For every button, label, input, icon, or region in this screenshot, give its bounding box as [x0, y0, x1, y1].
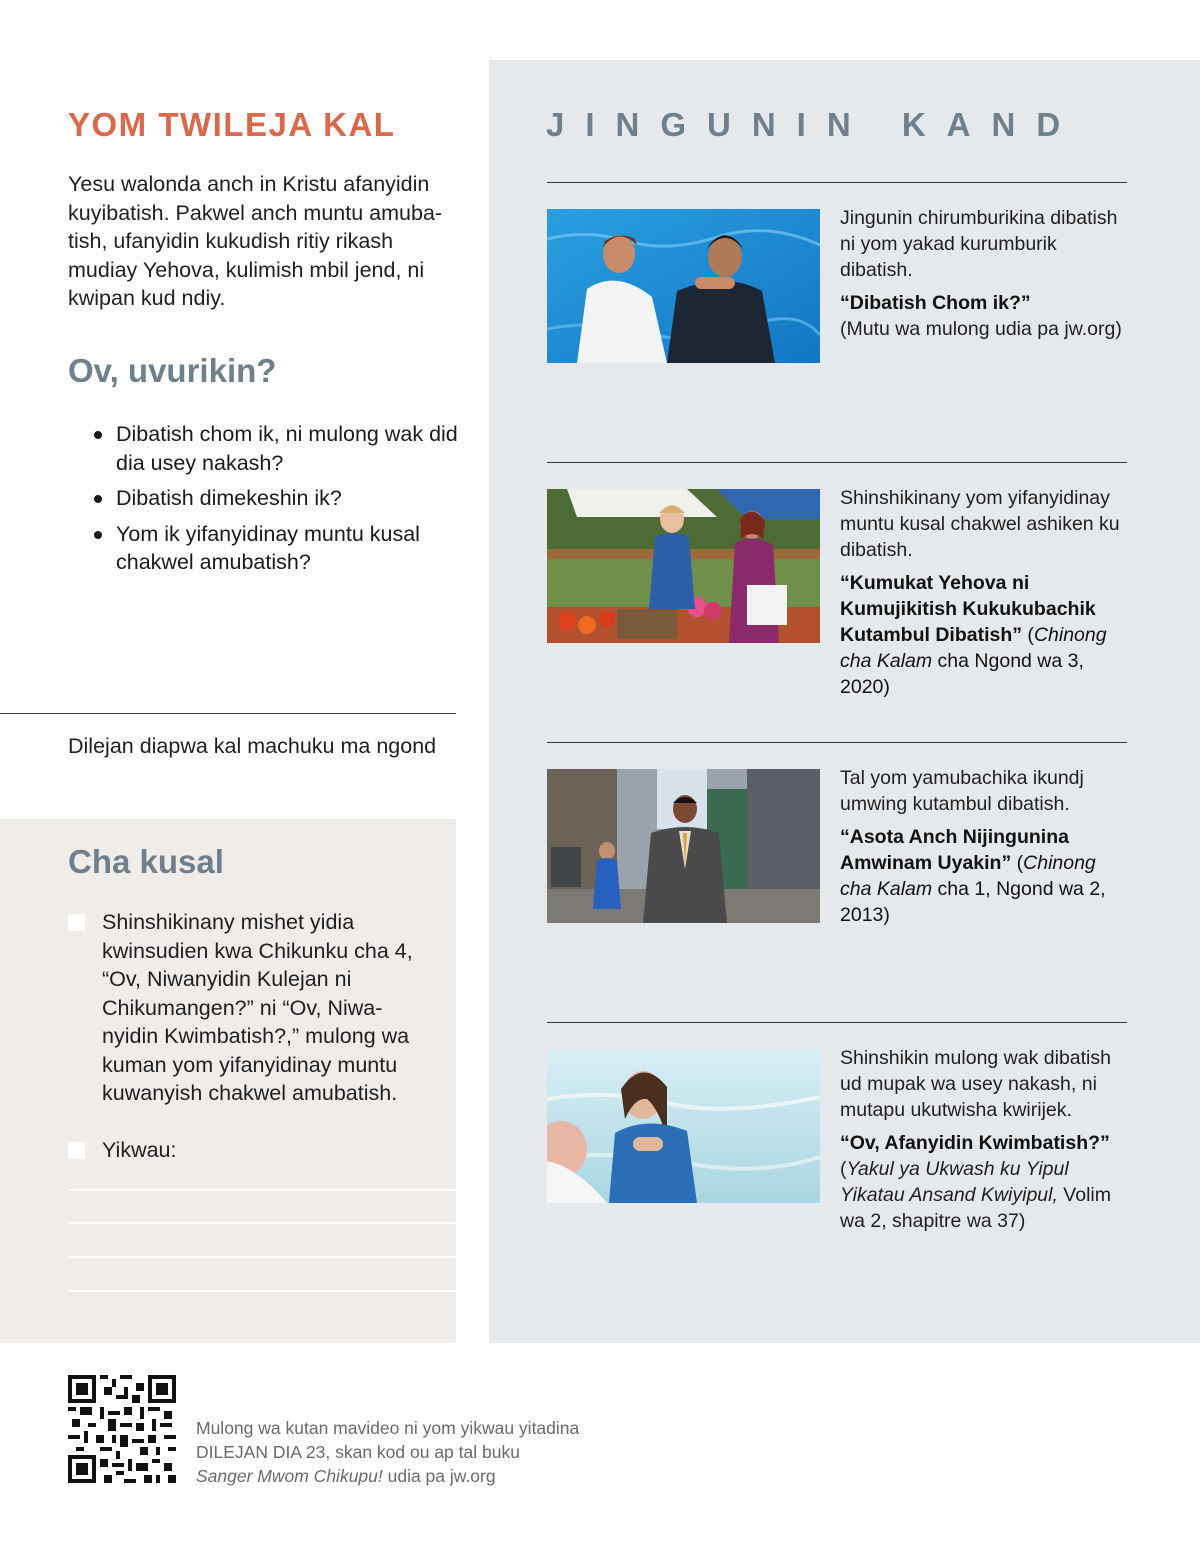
todo-title: Cha kusal [68, 843, 224, 880]
resource-source [840, 1156, 1132, 1234]
resource-link-title[interactable] [840, 570, 1132, 700]
book-title[interactable]: Sanger Mwom Chikupu! [196, 1466, 383, 1486]
todo-text: Yikwau: [102, 1138, 177, 1162]
resource-source-post: Volim wa 2, shapitre wa 37) [840, 1184, 1111, 1232]
resource-description: Tal yom yamubachika ikundj umwing kutambul dibatish. [840, 767, 1084, 815]
resource-source-pre: ( [1011, 852, 1024, 874]
resource-description: Shinshikinany yom yifanyidinay muntu kusal chakwel ashiken ku dibatish. [840, 487, 1120, 561]
resource-source-post: cha 1, Ngond wa 2, 2013) [840, 878, 1106, 926]
resource-divider [547, 462, 1127, 463]
todo-item [68, 1136, 438, 1165]
resources-title: JINGUNIN KAND [546, 106, 1082, 143]
resource-source-italic: Chinong cha Kalam [840, 852, 1096, 900]
resource-text [840, 485, 1132, 700]
todo-checkbox[interactable] [68, 914, 85, 931]
resource-text [840, 765, 1132, 928]
question-item: Dibatish dimekeshin ik? [92, 484, 462, 513]
resource-source-italic: Yakul ya Ukwash ku Yipul Yikatau Ansand Kwiyipul, [840, 1158, 1069, 1206]
young-woman-baptism-image[interactable] [547, 1049, 820, 1203]
resource-divider [547, 742, 1127, 743]
question-item: Dibatish chom ik, ni mulong wak did dia usey nakash? [92, 420, 462, 477]
resource-divider [547, 182, 1127, 183]
todo-checkbox[interactable] [68, 1142, 85, 1159]
baptism-pool-image[interactable] [547, 209, 820, 363]
city-street-image[interactable] [547, 769, 820, 923]
write-line[interactable] [68, 1290, 456, 1292]
resource-text [840, 1045, 1132, 1234]
question-item: Yom ik yifanyidinay muntu kusal chakwel amubatish? [92, 520, 462, 577]
resource-source-pre: ( [840, 1158, 847, 1180]
resource-link-title[interactable]: “Ov, Afanyidin Kwimbatish?” [840, 1132, 1110, 1154]
summary-text: Yesu walonda anch in Kristu afanyidin kuyibatish. Pakwel anch muntu amuba-tish, ufanyidin kukudish ritiy rikash mudiay Yehova, kulimish mbil jend, ni kwipan kud ndiy. [68, 172, 443, 310]
resource-source: (Mutu wa mulong udia pa jw.org) [840, 318, 1122, 340]
resource-source-italic: Chinong cha Kalam [840, 624, 1107, 672]
resource-title-text[interactable]: “Kumukat Yehova ni Kumujikitish Kukukubachik Kutambul Dibatish” [840, 572, 1096, 646]
footer-line: Mulong wa kutan mavideo ni yom yikwau yitadina [196, 1418, 580, 1438]
write-line[interactable] [68, 1189, 456, 1191]
resource-title-text[interactable]: “Asota Anch Nijingunina Amwinam Uyakin” [840, 826, 1069, 874]
summary-title: YOM TWILEJA KAL [68, 106, 396, 143]
write-line[interactable] [68, 1222, 456, 1224]
footer-text [196, 1416, 646, 1488]
footer-line [196, 1464, 646, 1488]
resource-description: Jingunin chirumburikina dibatish ni yom yakad kurumburik dibatish. [840, 207, 1118, 281]
resource-source-pre: ( [1022, 624, 1034, 646]
footer-link-text: udia pa jw.org [382, 1466, 496, 1486]
resource-text [840, 205, 1132, 342]
qr-code[interactable] [68, 1375, 176, 1483]
resource-description: Shinshikin mulong wak dibatish ud mupak wa usey nakash, ni mutapu ukutwisha kwirijek. [840, 1047, 1111, 1121]
todo-text: Shinshikinany mishet yidia kwinsudien kwa Chikunku cha 4, “Ov, Niwanyidin Kulejan ni Chikumangen?” ni “Ov, Niwa-nyidin Kwimbatish?,” mulong wa kuman yom yifanyidinay muntu kuwanyish chakwel amubatish. [102, 910, 413, 1105]
review-questions [92, 420, 462, 584]
resource-link-title[interactable]: “Dibatish Chom ik?” [840, 292, 1031, 314]
footer-line: DILEJAN DIA 23, skan kod ou ap tal buku [196, 1442, 520, 1462]
left-divider [0, 713, 456, 714]
resource-link-title[interactable] [840, 824, 1132, 928]
recall-line: Dilejan diapwa kal machuku ma ngond [68, 734, 437, 758]
todo-item [68, 908, 438, 1108]
questions-title: Ov, uvurikin? [68, 352, 277, 389]
resource-source-post: cha Ngond wa 3, 2020) [840, 650, 1084, 698]
resource-divider [547, 1022, 1127, 1023]
market-ministry-image[interactable] [547, 489, 820, 643]
write-line[interactable] [68, 1256, 456, 1258]
